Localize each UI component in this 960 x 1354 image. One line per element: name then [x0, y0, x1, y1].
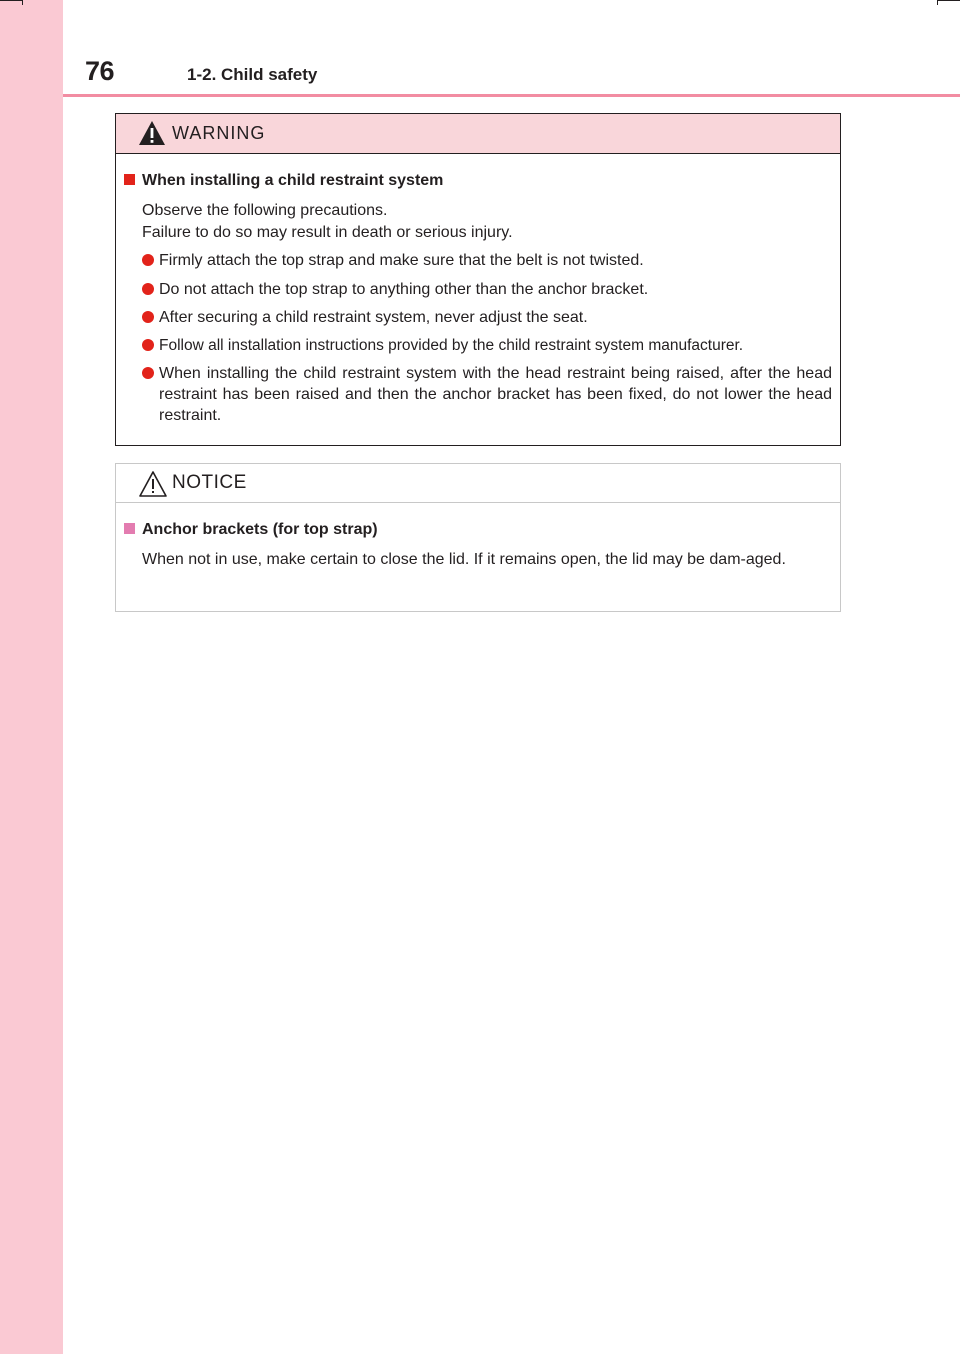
notice-header: [116, 464, 840, 503]
warning-bullet-item: [142, 279, 832, 300]
header-rule: [63, 94, 960, 97]
round-bullet-icon: [142, 254, 154, 266]
square-bullet-icon: [124, 523, 135, 534]
notice-triangle-icon: [138, 470, 168, 503]
warning-label: WARNING: [172, 123, 266, 143]
warning-bullet-item: [142, 250, 832, 271]
page-number: 76: [85, 56, 115, 86]
round-bullet-icon: [142, 311, 154, 323]
bullet-text: When installing the child restraint system with the head restraint being raised, after the head restraint has been raised and then the anchor bracket has been fixed, do not lower the head restraint.: [159, 365, 832, 424]
notice-text: When not in use, make certain to close the lid. If it remains open, the lid may be dam-aged.: [142, 551, 786, 568]
square-bullet-icon: [124, 174, 135, 185]
warning-intro-line1: Observe the following precautions.: [142, 202, 388, 219]
warning-triangle-icon: [138, 120, 166, 151]
warning-intro-line2: Failure to do so may result in death or serious injury.: [142, 224, 513, 241]
crop-mark-top-right: [937, 0, 960, 5]
section-title: 1-2. Child safety: [187, 65, 318, 84]
notice-box: [115, 463, 841, 612]
side-color-band: [0, 0, 63, 1354]
notice-heading-text: Anchor brackets (for top strap): [142, 521, 378, 538]
warning-header: [116, 114, 840, 154]
warning-bullet-item: [142, 363, 832, 426]
bullet-text: Do not attach the top strap to anything other than the anchor bracket.: [159, 281, 649, 298]
warning-subheading: [124, 172, 443, 190]
notice-label: NOTICE: [172, 472, 247, 493]
crop-mark-top-left: [0, 0, 23, 5]
page-header: [63, 50, 960, 94]
bullet-text: After securing a child restraint system, never adjust the seat.: [159, 309, 588, 326]
warning-bullet-item: [142, 335, 832, 356]
warning-bullet-item: [142, 307, 832, 328]
bullet-text: Firmly attach the top strap and make sure that the belt is not twisted.: [159, 252, 644, 269]
warning-heading-text: When installing a child restraint system: [142, 172, 444, 189]
round-bullet-icon: [142, 283, 154, 295]
warning-box: [115, 113, 841, 446]
notice-subheading: [124, 521, 378, 539]
bullet-text: Follow all installation instructions provided by the child restraint system manufacturer.: [159, 337, 744, 354]
round-bullet-icon: [142, 339, 154, 351]
round-bullet-icon: [142, 367, 154, 379]
